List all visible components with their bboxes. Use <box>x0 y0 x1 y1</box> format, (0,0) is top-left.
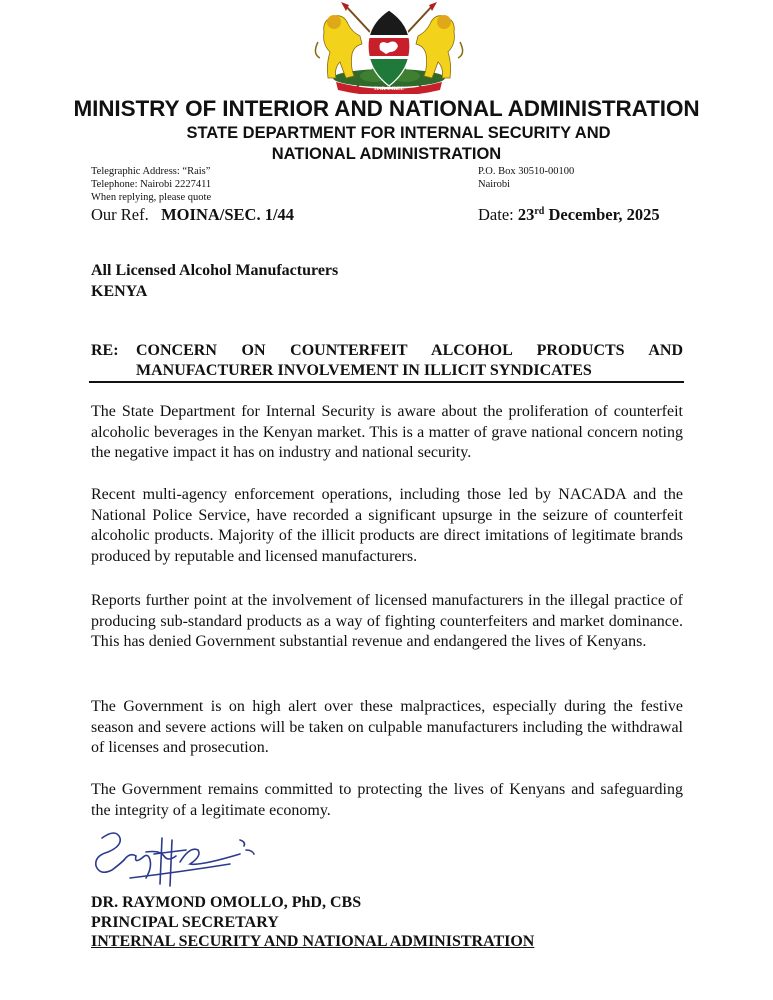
subject-heading <box>91 341 683 381</box>
body-paragraph: The State Department for Internal Security is aware about the proliferation of counterfeit alcoholic beverages in the Kenyan market. This is a matter of grave national concern noting the negative impact it has on industry and national security. <box>91 403 683 461</box>
handwritten-signature <box>90 826 260 892</box>
contact-left <box>91 165 211 204</box>
our-reference <box>91 205 294 225</box>
contact-right <box>478 165 574 191</box>
subject-underline-rule <box>89 381 684 383</box>
date-rest: December, 2025 <box>548 205 660 224</box>
coat-of-arms-emblem <box>314 2 464 94</box>
telephone: Telephone: Nairobi 2227411 <box>91 179 212 190</box>
date-suffix: rd <box>534 206 545 217</box>
body-paragraph: Recent multi-agency enforcement operations, including those led by NACADA and the National Police Service, have recorded a significant upsurge in the seizure of counterfeit alcoholic products. Majority of the illicit products are direct imitations of legitimate brands produced by reputable and licensed manufacturers. <box>91 486 683 565</box>
signatory-name: DR. RAYMOND OMOLLO, PhD, CBS <box>91 894 362 911</box>
signatory-office: INTERNAL SECURITY AND NATIONAL ADMINISTRATION <box>91 933 535 950</box>
po-box: P.O. Box 30510-00100 <box>478 166 575 177</box>
department-heading-line1: STATE DEPARTMENT FOR INTERNAL SECURITY AND <box>186 124 611 142</box>
reference-value: MOINA/SEC. 1/44 <box>161 205 295 224</box>
subject-line1: CONCERN ON COUNTERFEIT ALCOHOL PRODUCTS AND <box>136 342 683 359</box>
telegraphic-address: Telegraphic Address: “Rais” <box>91 166 211 177</box>
letter-date <box>478 205 660 225</box>
subject-label: RE: <box>91 342 119 359</box>
body-paragraph: Reports further point at the involvement of licensed manufacturers in the illegal practice of producing sub-standard products as a way of fighting counterfeiters and market dominance. This has denied Government substantial revenue and endangered the lives of Kenyans. <box>91 592 683 650</box>
date-label: Date: <box>478 205 514 224</box>
body-paragraph: The Government remains committed to protecting the lives of Kenyans and safeguarding the integrity of a legitimate economy. <box>91 781 683 819</box>
reply-note: When replying, please quote <box>91 192 212 203</box>
ministry-heading: MINISTRY OF INTERIOR AND NATIONAL ADMINISTRATION <box>73 96 700 121</box>
date-day: 23 <box>517 205 535 224</box>
body-paragraph: The Government is on high alert over these malpractices, especially during the festive season and severe actions will be taken on culpable manufacturers including the withdrawal of licenses and prosecution. <box>91 698 683 756</box>
crest-motto: HARAMBEE <box>374 87 404 92</box>
reference-label: Our Ref. <box>91 205 149 224</box>
addressee-line1: All Licensed Alcohol Manufacturers <box>91 262 339 279</box>
city: Nairobi <box>478 179 511 190</box>
department-heading-line2: NATIONAL ADMINISTRATION <box>271 145 502 163</box>
subject-line2: MANUFACTURER INVOLVEMENT IN ILLICIT SYNDICATES <box>136 362 592 379</box>
addressee-line2: KENYA <box>91 283 148 300</box>
addressee <box>91 260 338 302</box>
signatory-block <box>91 893 534 952</box>
signatory-title: PRINCIPAL SECRETARY <box>91 913 279 931</box>
